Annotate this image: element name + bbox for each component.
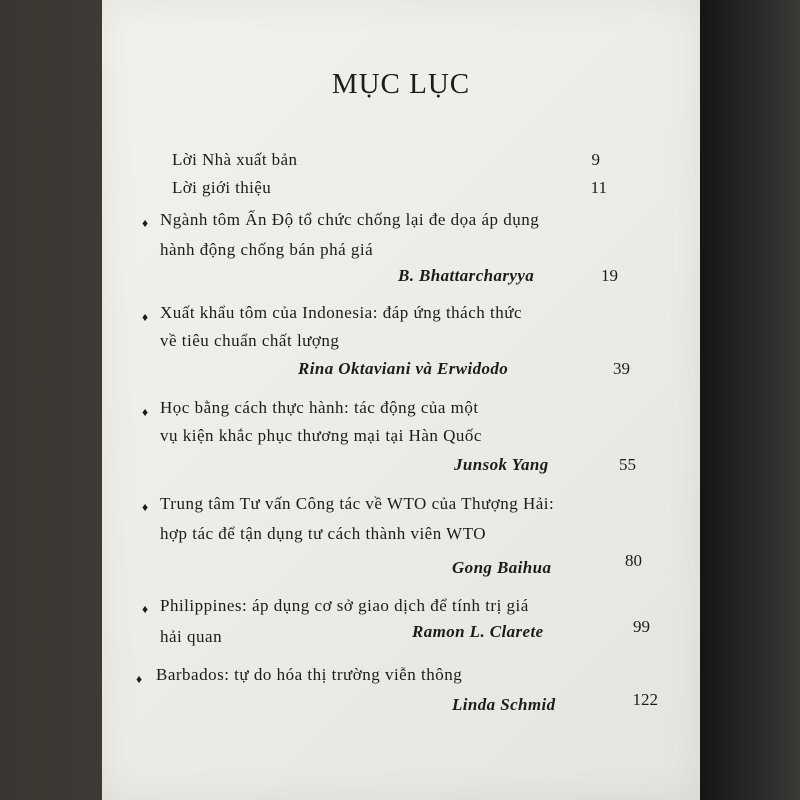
diamond-bullet-icon: ♦ <box>142 500 149 514</box>
toc-entry-title-line: Trung tâm Tư vấn Công tác về WTO của Thượng Hải: <box>160 494 555 513</box>
toc-page-number: 55 <box>619 455 636 474</box>
book-page <box>102 0 700 800</box>
toc-entry-author: Ramon L. Clarete <box>412 622 544 641</box>
toc-entry-title-line: Ngành tôm Ấn Độ tổ chức chống lại đe dọa áp dụng <box>160 210 540 229</box>
diamond-bullet-icon: ♦ <box>142 310 149 324</box>
toc-entry-title-line: Xuất khẩu tôm của Indonesia: đáp ứng thách thức <box>160 303 522 322</box>
toc-page-number: 80 <box>625 551 642 570</box>
toc-entry-title-line: hợp tác để tận dụng tư cách thành viên WTO <box>160 524 487 543</box>
toc-entry-author: Linda Schmid <box>452 695 556 714</box>
toc-entry-title-line: vụ kiện khắc phục thương mại tại Hàn Quốc <box>160 426 482 445</box>
toc-front-matter-label: Lời Nhà xuất bản <box>172 150 298 169</box>
toc-page-number: 19 <box>601 266 618 285</box>
toc-entry-title-line: Philippines: áp dụng cơ sở giao dịch để tính trị giá <box>160 596 529 615</box>
toc-entry-title-line: Học bằng cách thực hành: tác động của một <box>160 398 479 417</box>
dark-background-edge <box>700 0 800 800</box>
toc-entry-title-line: hành động chống bán phá giá <box>160 240 374 259</box>
diamond-bullet-icon: ♦ <box>142 216 149 230</box>
diamond-bullet-icon: ♦ <box>136 672 143 686</box>
diamond-bullet-icon: ♦ <box>142 405 149 419</box>
toc-page-number: 9 <box>591 150 600 169</box>
toc-page-number: 11 <box>590 178 607 197</box>
toc-page-number: 39 <box>613 359 630 378</box>
toc-entry-title-line: Barbados: tự do hóa thị trường viễn thông <box>156 665 463 684</box>
toc-page-number: 122 <box>632 690 658 709</box>
toc-front-matter-label: Lời giới thiệu <box>172 178 272 197</box>
toc-entry-title-line: hải quan <box>160 627 223 646</box>
toc-page-number: 99 <box>633 617 650 636</box>
toc-entry-author: Rina Oktaviani và Erwidodo <box>298 359 509 378</box>
toc-entry-title-line: về tiêu chuẩn chất lượng <box>160 331 340 350</box>
toc-entry-author: B. Bhattarcharyya <box>398 266 535 285</box>
toc-entry-author: Junsok Yang <box>454 455 549 474</box>
toc-entry-author: Gong Baihua <box>452 558 552 577</box>
diamond-bullet-icon: ♦ <box>142 602 149 616</box>
toc-title: MỤC LỤC <box>331 68 471 100</box>
